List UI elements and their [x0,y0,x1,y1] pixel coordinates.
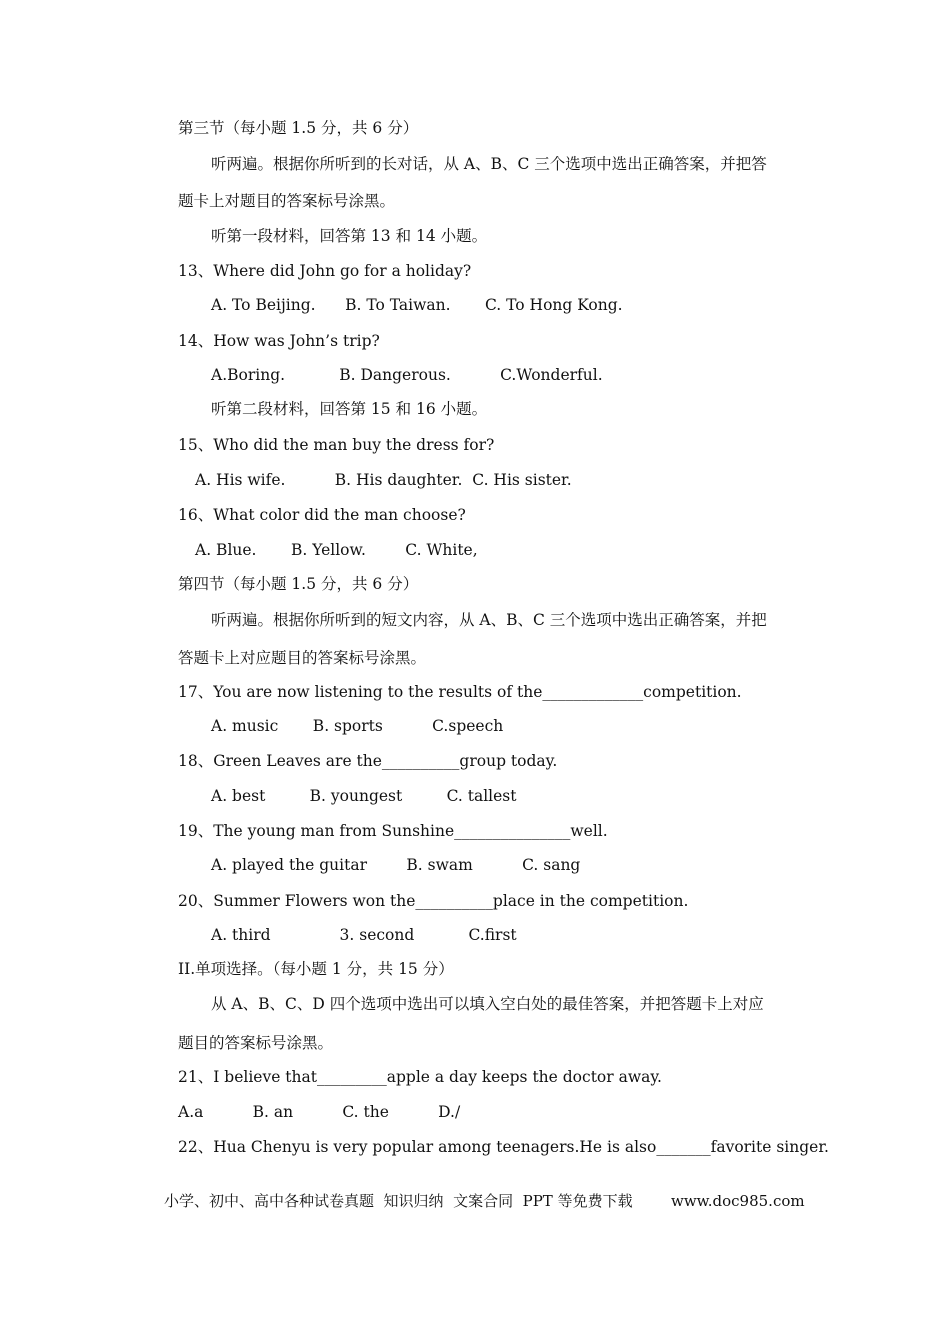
line-q13: 13、Where did John go for a holiday? [178,262,472,280]
line-q15-options: A. His wife. B. His daughter. C. His sister. [195,471,572,489]
line-section4-instruction-2: 答题卡上对应题目的答案标号涂黑。 [178,649,427,667]
line-q18: 18、Green Leaves are the__________group today. [178,752,558,770]
line-q14-options: A.Boring. B. Dangerous. C.Wonderful. [211,366,603,384]
line-section3-instruction-2: 题卡上对题目的答案标号涂黑。 [178,192,396,210]
line-section3-heading: 第三节（每小题 1.5 分，共 6 分） [178,119,419,137]
line-section4-instruction-1: 听两遍。根据你所听到的短文内容，从 A、B、C 三个选项中选出正确答案，并把 [211,611,767,629]
line-passage1-note: 听第一段材料，回答第 13 和 14 小题。 [211,227,488,245]
line-q16-options: A. Blue. B. Yellow. C. White, [195,541,478,559]
line-part2-instruction-2: 题目的答案标号涂黑。 [178,1034,334,1052]
line-section3-instruction-1: 听两遍。根据你所听到的长对话，从 A、B、C 三个选项中选出正确答案，并把答 [211,155,767,173]
line-q16: 16、What color did the man choose? [178,506,466,524]
line-q21-options: A.a B. an C. the D./ [178,1103,461,1121]
line-section4-heading: 第四节（每小题 1.5 分，共 6 分） [178,575,419,593]
footer-text: 小学、初中、高中各种试卷真题 知识归纳 文案合同 PPT 等免费下载 [164,1192,633,1210]
line-q14: 14、How was John’s trip? [178,332,380,350]
line-q19: 19、The young man from Sunshine_______________well. [178,822,608,840]
line-q17: 17、You are now listening to the results of the_____________competition. [178,683,742,701]
line-q22: 22、Hua Chenyu is very popular among teenagers.He is also_______favorite singer. [178,1138,829,1156]
line-part2-instruction-1: 从 A、B、C、D 四个选项中选出可以填入空白处的最佳答案，并把答题卡上对应 [211,995,764,1013]
line-q21: 21、I believe that_________apple a day keeps the doctor away. [178,1068,662,1086]
line-q17-options: A. music B. sports C.speech [211,717,504,735]
line-q19-options: A. played the guitar B. swam C. sang [211,856,581,874]
line-q13-options: A. To Beijing. B. To Taiwan. C. To Hong Kong. [211,296,623,314]
line-q15: 15、Who did the man buy the dress for? [178,436,495,454]
line-passage2-note: 听第二段材料，回答第 15 和 16 小题。 [211,400,488,418]
line-q20: 20、Summer Flowers won the__________place in the competition. [178,892,689,910]
line-part2-heading: II.单项选择。（每小题 1 分，共 15 分） [178,960,454,978]
line-q18-options: A. best B. youngest C. tallest [211,787,517,805]
footer-url: www.doc985.com [671,1192,805,1210]
line-q20-options: A. third 3. second C.first [211,926,517,944]
